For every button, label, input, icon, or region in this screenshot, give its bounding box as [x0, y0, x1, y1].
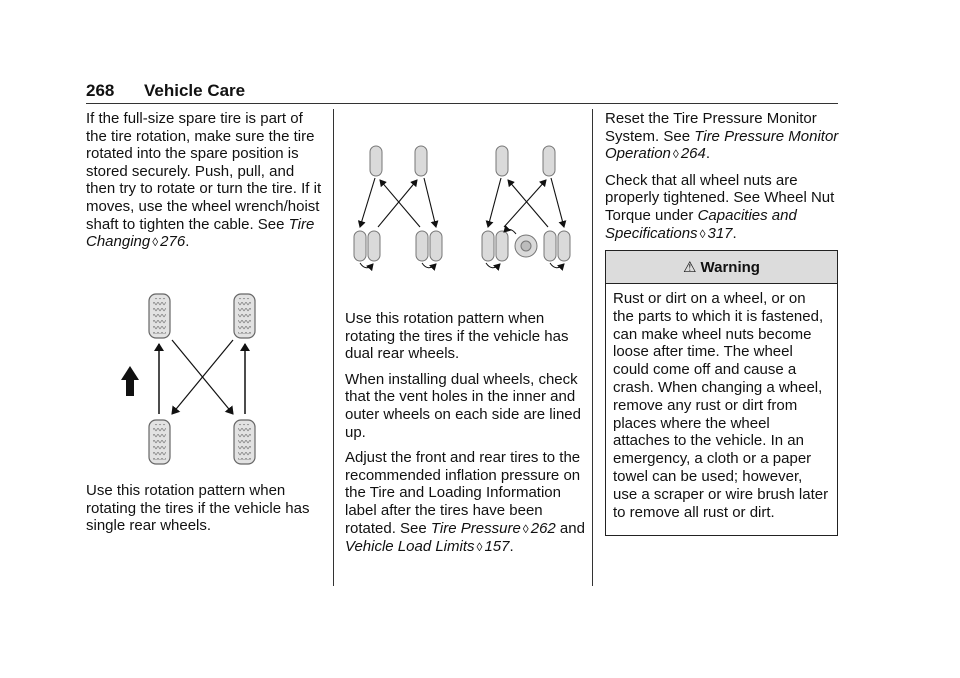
column-divider-right [592, 109, 593, 586]
spare-tire-paragraph: If the full-size spare tire is part of the tire rotation, make sure the tire rotated into the spare position is stored securely. Push, pull, and then try to rotate or turn the tire. If it moves, use the wheel wrench/hoist shaft to tighten the cable. See Tire Changing ◊ 276. [86, 110, 322, 251]
ref-capacities-specifications[interactable]: 317 [707, 224, 733, 242]
header-divider [86, 103, 838, 104]
spare-wheel-icon [515, 235, 537, 257]
link-vehicle-load-limits[interactable]: Vehicle Load Limits [345, 538, 475, 556]
wheel-nuts-paragraph: Check that all wheel nuts are properly tightened. See Wheel Nut Torque under Capacities and Specifications ◊ 317. [605, 171, 835, 242]
tire-rear-left [149, 420, 170, 464]
reset-tpms-paragraph: Reset the Tire Pressure Monitor System. See Tire Pressure Monitor Operation ◊ 264. [605, 110, 839, 163]
tire-front-left [149, 294, 170, 338]
warning-header [606, 251, 837, 284]
link-tpm-operation[interactable]: Tire Pressure Monitor Operation [605, 127, 839, 163]
warning-triangle-icon: ⚠ [683, 259, 697, 276]
tire-rotation-dual-rear-diagram [348, 142, 588, 272]
link-capacities-specifications[interactable]: Capacities and Specifications [605, 206, 797, 242]
ref-tire-changing[interactable]: 276 [160, 233, 186, 251]
warning-body: Rust or dirt on a wheel, or on the parts to which it is fastened, can make wheel nuts become loose after time. The wheel could come off and cause a crash. When changing a wheel, remove any rust or dirt from places where the wheel attaches to the vehicle. In an emergency, a cloth or a paper towel can be used; however, use a scraper or wire brush later to remove all rust or dirt. [613, 290, 829, 521]
page-header [86, 80, 838, 104]
ref-tire-pressure[interactable]: 262 [530, 519, 556, 537]
link-tire-changing[interactable]: Tire Changing [86, 215, 315, 251]
forward-direction-arrow-icon [121, 366, 139, 396]
page-reference-icon: ◊ [522, 521, 529, 536]
ref-tpm-operation[interactable]: 264 [680, 145, 706, 163]
single-rear-caption: Use this rotation pattern when rotating the tires if the vehicle has single rear wheels. [86, 482, 310, 535]
column-2 [345, 310, 585, 565]
link-tire-pressure[interactable]: Tire Pressure [430, 519, 521, 537]
inflation-paragraph: Adjust the front and rear tires to the recommended inflation pressure on the Tire and Loading Information label after the tires have been rotated. See Tire Pressure ◊ 262 and Vehicle Load Limits ◊ 157. [345, 449, 585, 556]
warning-box [605, 250, 838, 536]
page-reference-icon: ◊ [699, 226, 706, 241]
page-reference-icon: ◊ [476, 540, 483, 555]
tire-rear-right [234, 420, 255, 464]
vent-holes-paragraph: When installing dual wheels, check that the vent holes in the inner and outer wheels on each side are lined up. [345, 370, 581, 441]
tire-rotation-single-rear-diagram [100, 290, 340, 470]
page-reference-icon: ◊ [672, 147, 679, 162]
page-reference-icon: ◊ [152, 235, 159, 250]
column-1 [86, 110, 326, 260]
column-3 [605, 110, 840, 251]
section-title: Vehicle Care [144, 81, 246, 100]
ref-vehicle-load-limits[interactable]: 157 [484, 538, 510, 556]
single-rear-caption-block [86, 482, 326, 543]
tire-front-right [234, 294, 255, 338]
dual-rear-caption: Use this rotation pattern when rotating the tires if the vehicle has dual rear wheels. [345, 310, 569, 363]
warning-title: Warning [700, 259, 760, 276]
page-number: 268 [86, 81, 115, 100]
